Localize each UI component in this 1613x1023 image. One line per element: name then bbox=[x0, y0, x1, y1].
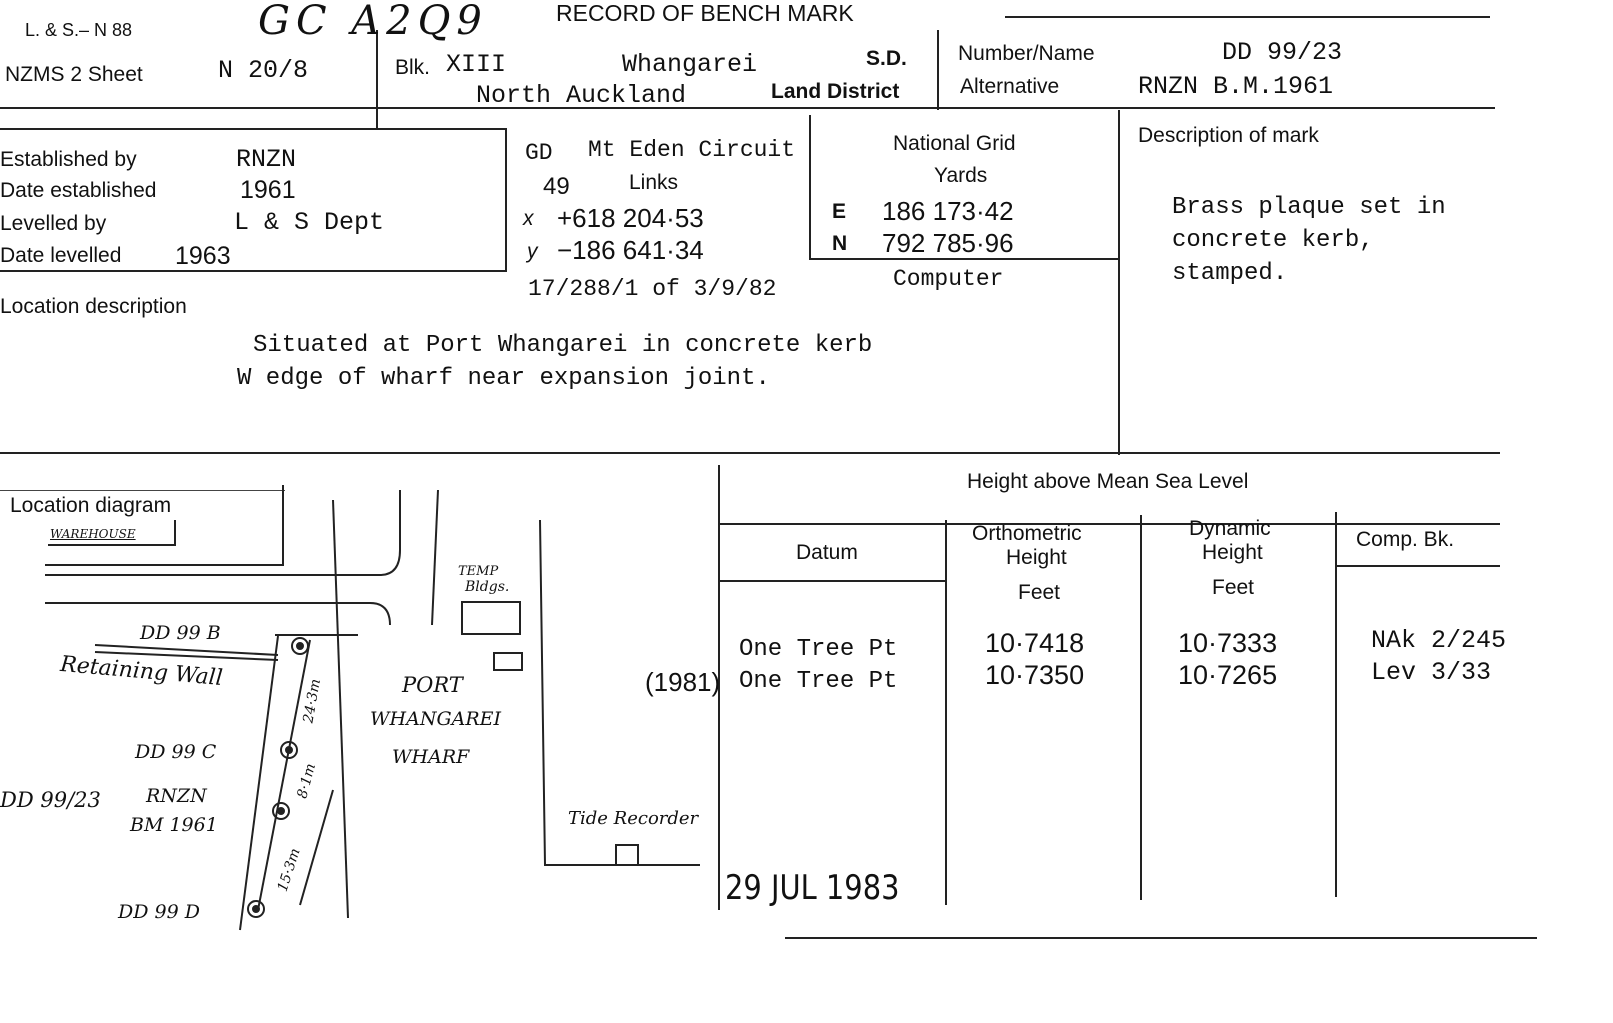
temp-bldgs-label-2: Bldgs. bbox=[465, 579, 510, 595]
wharf-edge-2 bbox=[300, 790, 333, 905]
header-divider-2 bbox=[937, 30, 939, 110]
alternative-label: Alternative bbox=[960, 75, 1060, 98]
bottom-rule bbox=[785, 937, 1537, 939]
levelled-by-value: L & S Dept bbox=[234, 208, 385, 237]
table-head-rule-2 bbox=[1335, 565, 1500, 567]
grid-title: National Grid bbox=[893, 132, 1016, 155]
links-label: Links bbox=[629, 171, 679, 194]
row-2-datum: One Tree Pt bbox=[739, 668, 898, 695]
diagram-label: Location diagram bbox=[10, 494, 172, 517]
row-1-ortho: 10·7418 bbox=[985, 628, 1085, 658]
description-line-2: concrete kerb, bbox=[1172, 227, 1374, 254]
retaining-wall-label: Retaining Wall bbox=[59, 651, 224, 692]
heights-title: Height above Mean Sea Level bbox=[967, 470, 1249, 493]
port-label: PORT bbox=[402, 673, 463, 697]
col-dyn-1: Dynamic bbox=[1189, 517, 1271, 540]
row-2-prefix: (1981) bbox=[645, 667, 721, 697]
table-col-1 bbox=[945, 520, 947, 905]
date-established-value: 1961 bbox=[240, 176, 296, 204]
form-code: L. & S.– N 88 bbox=[25, 20, 133, 40]
dd99d-label: DD 99 D bbox=[118, 901, 200, 923]
tide-recorder-box bbox=[616, 845, 638, 865]
col-ortho-2: Height bbox=[1006, 546, 1067, 569]
table-title-rule bbox=[720, 523, 1500, 525]
land-district-label: Land District bbox=[771, 80, 900, 103]
tide-recorder-label: Tide Recorder bbox=[568, 808, 699, 829]
established-by-label: Established by bbox=[0, 148, 137, 171]
wharf-edge bbox=[432, 490, 438, 625]
form-title: RECORD OF BENCH MARK bbox=[556, 0, 854, 26]
date-levelled-label: Date levelled bbox=[0, 244, 122, 267]
description-line-3: stamped. bbox=[1172, 260, 1288, 287]
table-col-3 bbox=[1335, 512, 1337, 897]
desc-divider bbox=[1118, 110, 1120, 455]
temp-bldg-2 bbox=[494, 653, 522, 670]
header-bottom-rule bbox=[0, 107, 1495, 109]
rnzn-label: RNZN bbox=[146, 785, 207, 807]
coords-bottom-rule bbox=[0, 270, 507, 272]
date-levelled-value: 1963 bbox=[175, 242, 231, 270]
land-district-value: North Auckland bbox=[476, 81, 687, 110]
established-by-value: RNZN bbox=[236, 145, 297, 174]
description-label: Description of mark bbox=[1138, 124, 1319, 147]
row-2-comp: Lev 3/33 bbox=[1371, 658, 1492, 687]
row-2-dyn: 10·7265 bbox=[1178, 660, 1278, 690]
unit-dyn: Feet bbox=[1212, 576, 1255, 599]
links-num: 49 bbox=[543, 173, 570, 200]
description-line-1: Brass plaque set in bbox=[1172, 194, 1446, 221]
table-col-2 bbox=[1140, 515, 1142, 900]
header-divider-1 bbox=[376, 30, 378, 130]
wharf-label: WHARF bbox=[392, 746, 470, 768]
sheet-label: NZMS 2 Sheet bbox=[5, 63, 143, 86]
sheet-value: N 20/8 bbox=[218, 56, 309, 85]
location-diagram bbox=[0, 470, 720, 970]
circuit-value: Mt Eden Circuit bbox=[588, 137, 796, 163]
dd99b-label: DD 99 B bbox=[140, 622, 221, 644]
computer-label: Computer bbox=[893, 266, 1004, 292]
grid-divider bbox=[809, 115, 811, 260]
dd9923-label: DD 99/23 bbox=[0, 788, 101, 812]
col-ortho-1: Orthometric bbox=[972, 522, 1082, 545]
row-1-dyn: 10·7333 bbox=[1178, 628, 1278, 658]
warehouse-wall bbox=[45, 485, 283, 565]
location-bottom-rule bbox=[0, 452, 1500, 454]
alternative-value: RNZN B.M.1961 bbox=[1138, 72, 1334, 101]
number-label: Number/Name bbox=[958, 42, 1095, 65]
col-comp: Comp. Bk. bbox=[1356, 528, 1455, 551]
n-value: 792 785·96 bbox=[882, 228, 1014, 258]
row-2-ortho: 10·7350 bbox=[985, 660, 1085, 690]
date-stamp: 29 JUL 1983 bbox=[725, 868, 900, 908]
levelled-by-label: Levelled by bbox=[0, 212, 107, 235]
location-label: Location description bbox=[0, 295, 187, 318]
expansion-joint bbox=[333, 500, 348, 918]
temp-bldgs-label-1: TEMP bbox=[458, 564, 499, 579]
blk-value: XIII bbox=[446, 50, 507, 79]
y-label: y bbox=[527, 240, 538, 263]
dd99c-label: DD 99 C bbox=[135, 741, 217, 763]
warehouse-label: WAREHOUSE bbox=[50, 527, 136, 541]
location-line-2: W edge of wharf near expansion joint. bbox=[237, 365, 770, 392]
row-1-comp: NAk 2/245 bbox=[1371, 626, 1507, 655]
y-value: −186 641·34 bbox=[557, 235, 704, 265]
date-established-label: Date established bbox=[0, 179, 157, 202]
e-value: 186 173·42 bbox=[882, 196, 1014, 226]
gd-label: GD bbox=[525, 140, 553, 166]
x-label: x bbox=[523, 207, 534, 230]
col-datum: Datum bbox=[796, 541, 858, 564]
col-dyn-2: Height bbox=[1202, 541, 1263, 564]
coords-reference: 17/288/1 of 3/9/82 bbox=[528, 276, 777, 302]
distance-2-label: 8·1m bbox=[294, 761, 320, 801]
location-line-1: Situated at Port Whangarei in concrete kerb bbox=[253, 332, 873, 359]
table-head-rule bbox=[720, 580, 945, 582]
e-label: E bbox=[832, 200, 847, 223]
n-label: N bbox=[832, 232, 848, 255]
handwritten-code: GC A2Q9 bbox=[258, 0, 488, 44]
blk-label: Blk. bbox=[395, 56, 431, 79]
grid-units: Yards bbox=[934, 164, 988, 187]
distance-3-label: 15·3m bbox=[274, 846, 304, 894]
row-1-datum: One Tree Pt bbox=[739, 636, 898, 663]
distance-1-label: 24·3m bbox=[300, 677, 324, 725]
top-rule bbox=[1005, 16, 1490, 18]
x-value: +618 204·53 bbox=[557, 203, 704, 233]
kerb-line-2 bbox=[240, 636, 278, 930]
temp-bldg-1 bbox=[462, 602, 520, 634]
sd-label: S.D. bbox=[866, 47, 907, 70]
number-value: DD 99/23 bbox=[1222, 38, 1343, 67]
unit-ortho: Feet bbox=[1018, 581, 1061, 604]
bm1961-label: BM 1961 bbox=[130, 814, 218, 836]
header-bottom-rule-2 bbox=[0, 128, 505, 130]
sd-value: Whangarei bbox=[622, 50, 758, 79]
gd-divider bbox=[505, 128, 507, 270]
whangarei-label: WHANGAREI bbox=[370, 708, 502, 730]
